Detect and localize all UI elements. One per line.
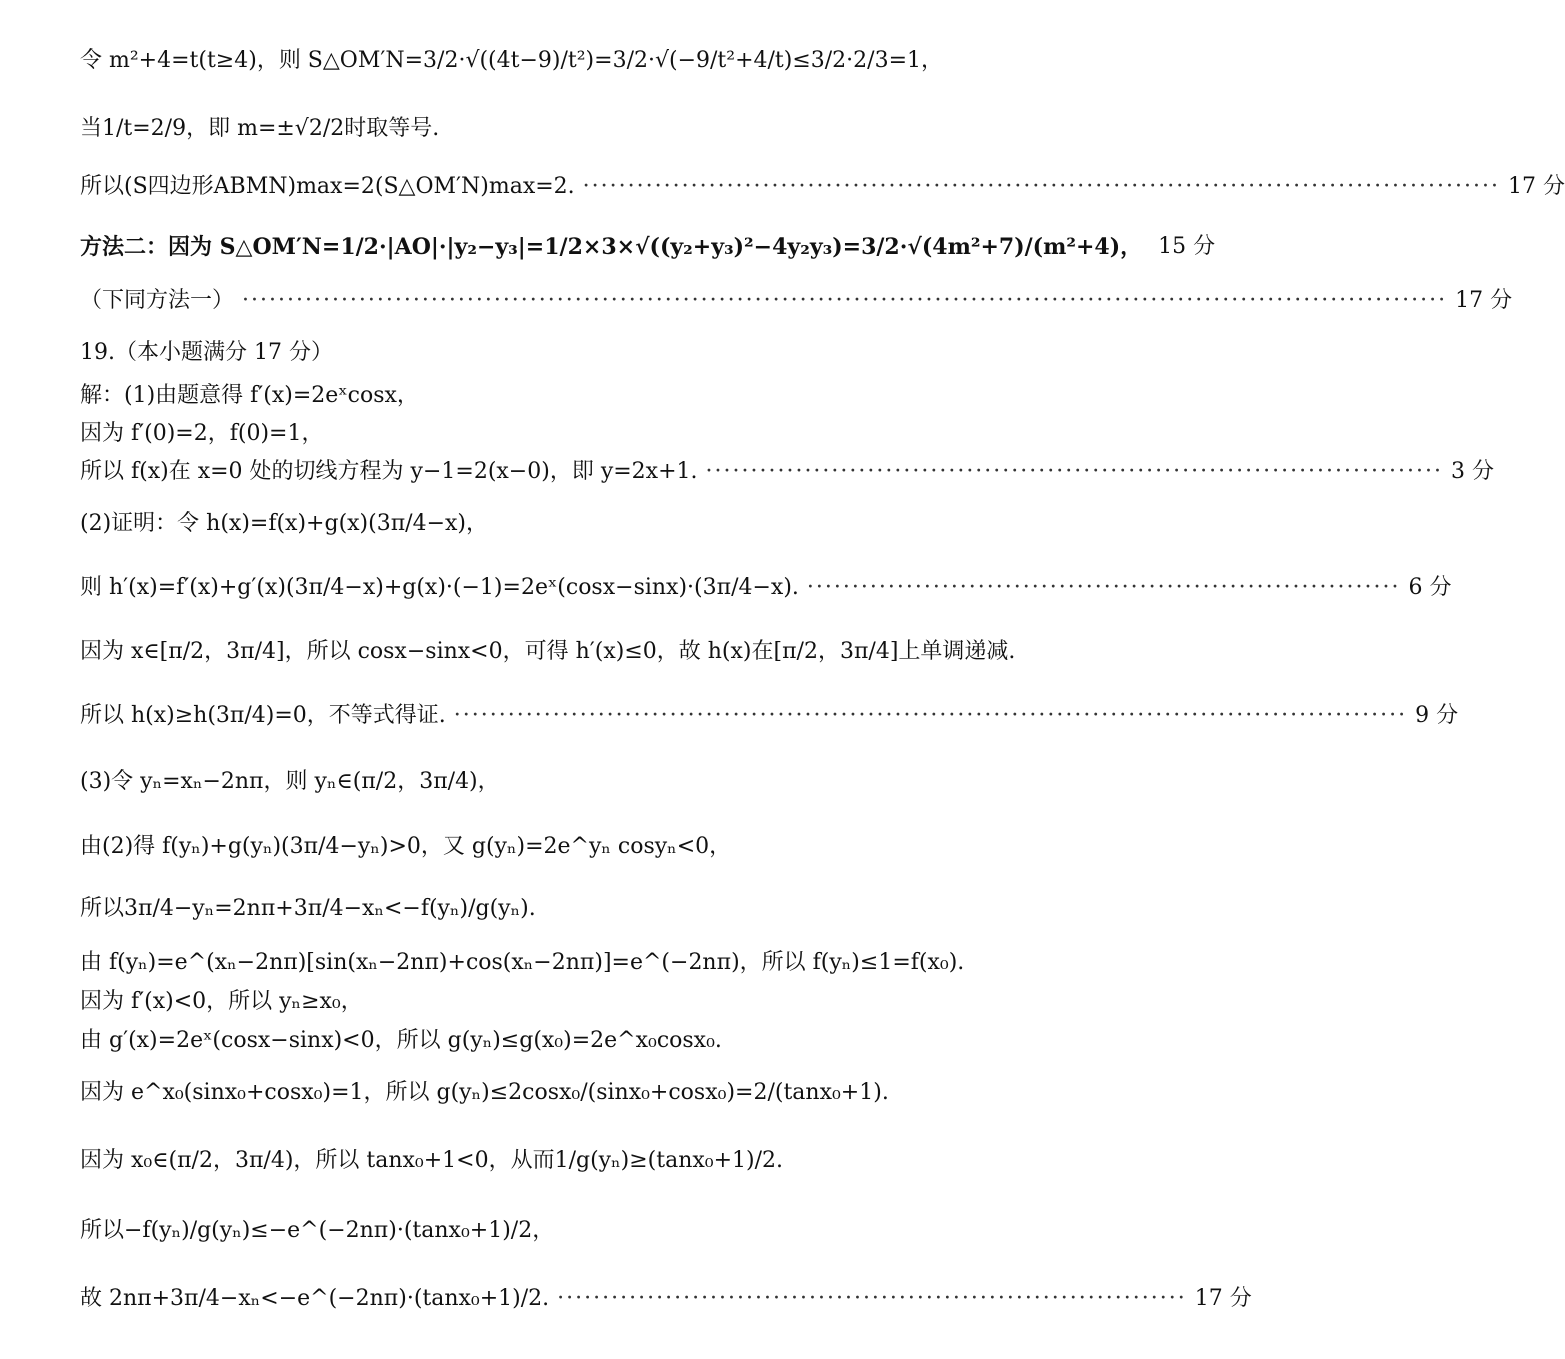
line-text: 所以−f(yₙ)/g(yₙ)≤−e^(−2nπ)·(tanx₀+1)/2， [80, 1218, 555, 1243]
dot-leader: ·········································································································· [453, 703, 1408, 728]
line-text: (2)证明：令 h(x)=f(x)+g(x)(3π/4−x)， [80, 511, 489, 536]
line-text: 由 f(yₙ)=e^(xₙ−2nπ)[sin(xₙ−2nπ)+cos(xₙ−2nπ)]=e^(−2nπ)，所以 f(yₙ)≤1=f(x₀). [80, 950, 965, 975]
line-text: 所以3π/4−yₙ=2nπ+3π/4−xₙ<−f(yₙ)/g(yₙ). [80, 896, 536, 921]
score-label: 15 分 [1158, 234, 1216, 259]
line-text: 因为 f′(x)<0，所以 yₙ≥x₀， [80, 989, 363, 1014]
solution-line-1 [80, 50, 1010, 72]
score-label: 17 分 [1194, 1286, 1252, 1311]
solution-line-17 [80, 952, 1010, 974]
solution-line-13 [80, 703, 1459, 728]
line-text: 解：(1)由题意得 f′(x)=2eˣcosx， [80, 383, 419, 408]
line-text: 故 2nπ+3π/4−xₙ<−e^(−2nπ)·(tanx₀+1)/2. [80, 1286, 550, 1311]
line-text: 则 h′(x)=f′(x)+g′(x)(3π/4−x)+g(x)·(−1)=2eˣ(cosx−sinx)·(3π/4−x). [80, 575, 799, 600]
line-text: 因为 x∈[π/2，3π/4]，所以 cosx−sinx<0，可得 h′(x)≤0，故 h(x)在[π/2，3π/4]上单调递减. [80, 639, 1016, 664]
solution-line-19 [80, 1030, 1010, 1052]
solution-line-12 [80, 639, 1016, 664]
solution-line-23 [80, 1286, 1252, 1311]
question-19-heading [80, 342, 1010, 364]
dot-leader: ······································································ [557, 1286, 1187, 1311]
line-text: 由(2)得 f(yₙ)+g(yₙ)(3π/4−yₙ)>0，又 g(yₙ)=2e^yₙ cosyₙ<0， [80, 834, 732, 859]
line-text: 因为 x₀∈(π/2，3π/4)，所以 tanx₀+1<0，从而1/g(yₙ)≥(tanx₀+1)/2. [80, 1148, 784, 1173]
solution-line-5 [80, 288, 1513, 313]
solution-line-20 [80, 1082, 1010, 1104]
solution-line-21 [80, 1150, 1010, 1172]
line-text: （下同方法一） [80, 288, 235, 313]
dot-leader: ·················································································· [705, 459, 1443, 484]
line-text: 所以 f(x)在 x=0 处的切线方程为 y−1=2(x−0)，即 y=2x+1. [80, 459, 698, 484]
solution-line-9 [80, 459, 1494, 484]
line-text: 所以(S四边形ABMN)max=2(S△OM′N)max=2. [80, 174, 575, 199]
line-text: 由 g′(x)=2eˣ(cosx−sinx)<0，所以 g(yₙ)≤g(x₀)=2e^x₀cosx₀. [80, 1028, 722, 1053]
line-text: (3)令 yₙ=xₙ−2nπ，则 yₙ∈(π/2，3π/4)， [80, 769, 500, 794]
solution-line-2 [80, 118, 1010, 140]
solution-line-18 [80, 991, 1010, 1013]
solution-line-10 [80, 513, 1010, 535]
solution-line-8 [80, 423, 1010, 445]
method-two-line [80, 234, 1216, 260]
dot-leader: ······································································································ [582, 174, 1500, 199]
line-text: 方法二：因为 S△OM′N=1/2·|AO|·|y₂−y₃|=1/2×3×√((y₂+y₃)²−4y₂y₃)=3/2·√(4m²+7)/(m²+4)， [80, 234, 1143, 260]
solution-line-15 [80, 836, 1010, 858]
solution-line-22 [80, 1220, 1010, 1242]
score-label: 9 分 [1415, 703, 1459, 728]
dot-leader: ·································································· [806, 575, 1401, 600]
score-label: 3 分 [1450, 459, 1494, 484]
score-label: 17 分 [1507, 174, 1565, 199]
line-text: 因为 f′(0)=2，f(0)=1， [80, 421, 324, 446]
line-text: 当1/t=2/9，即 m=±√2/2时取等号. [80, 116, 440, 141]
line-text: 19.（本小题满分 17 分） [80, 340, 333, 365]
score-label: 6 分 [1408, 575, 1452, 600]
line-text: 令 m²+4=t(t≥4)，则 S△OM′N=3/2·√((4t−9)/t²)=3/2·√(−9/t²+4/t)≤3/2·2/3=1， [80, 48, 944, 73]
solution-line-7 [80, 385, 1010, 407]
score-label: 17 分 [1455, 288, 1513, 313]
solution-line-11 [80, 575, 1452, 600]
solution-line-14 [80, 771, 1010, 793]
line-text: 所以 h(x)≥h(3π/4)=0，不等式得证. [80, 703, 446, 728]
dot-leader: ······································································································································ [242, 288, 1448, 313]
solution-line-3 [80, 174, 1565, 199]
line-text: 因为 e^x₀(sinx₀+cosx₀)=1，所以 g(yₙ)≤2cosx₀/(sinx₀+cosx₀)=2/(tanx₀+1). [80, 1080, 889, 1105]
solution-line-16 [80, 898, 1010, 920]
